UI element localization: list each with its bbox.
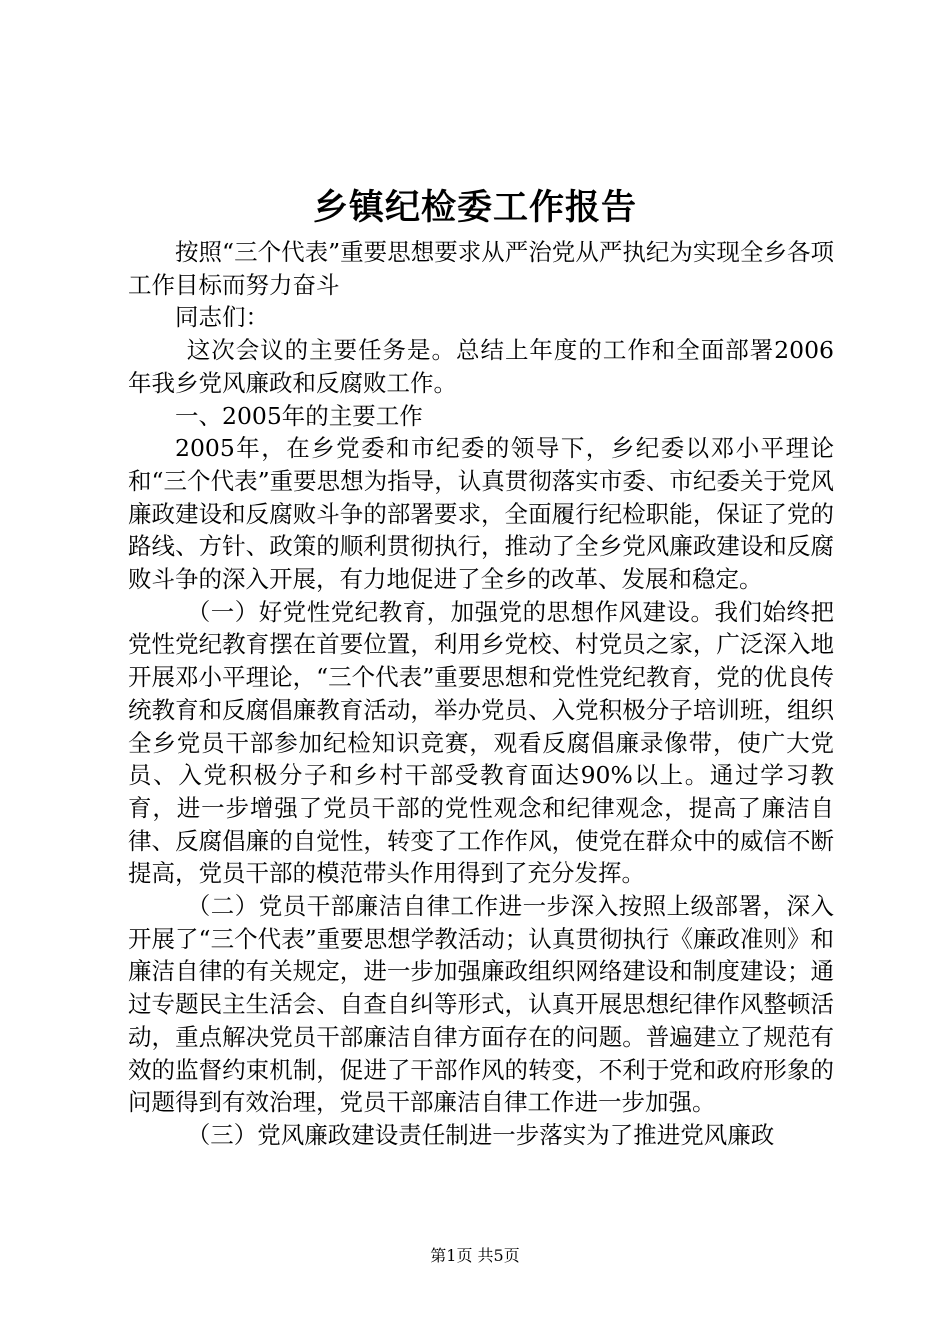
document-title: 乡镇纪检委工作报告 — [312, 187, 637, 228]
document-body — [128, 236, 834, 1152]
body-paragraph: （一）好党性党纪教育，加强党的思想作风建设。我们始终把党性党纪教育摆在首要位置，利用乡党校、村党员之家，广泛深入地开展邓小平理论，“三个代表”重要思想和党性党纪教育，党的优良传统教育和反腐倡廉教育活动，举办党员、入党积极分子培训班，组织全乡党员干部参加纪检知识竞赛，观看反腐倡廉录像带，使广大党员、入党积极分子和乡村干部受教育面达90%以上。通过学习教育，进一步增强了党员干部的党性观念和纪律观念，提高了廉洁自律、反腐倡廉的自觉性，转变了工作作风，使党在群众中的威信不断提高，党员干部的模范带头作用得到了充分发挥。 — [128, 597, 834, 888]
salutation: 同志们： — [175, 303, 269, 332]
section-heading: 一、2005年的主要工作 — [175, 401, 423, 430]
body-paragraph: （三）党风廉政建设责任制进一步落实为了推进党风廉政 — [186, 1120, 775, 1149]
page-number-footer: 第1页 共5页 — [430, 1246, 520, 1265]
subtitle-paragraph: 按照“三个代表”重要思想要求从严治党从严执纪为实现全乡各项工作目标而努力奋斗 — [128, 238, 834, 299]
body-paragraph: 2005年，在乡党委和市纪委的领导下，乡纪委以邓小平理论和“三个代表”重要思想为指导，认真贯彻落实市委、市纪委关于党风廉政建设和反腐败斗争的部署要求，全面履行纪检职能，保证了党的路线、方针、政策的顺利贯彻执行，推动了全乡党风廉政建设和反腐败斗争的深入开展，有力地促进了全乡的改革、发展和稳定。 — [128, 434, 834, 594]
intro-paragraph: 这次会议的主要任务是。总结上年度的工作和全面部署2006年我乡党风廉政和反腐败工作。 — [128, 336, 834, 397]
body-paragraph: （二）党员干部廉洁自律工作进一步深入按照上级部署，深入开展了“三个代表”重要思想学教活动；认真贯彻执行《廉政准则》和廉洁自律的有关规定，进一步加强廉政组织网络建设和制度建设；通过专题民主生活会、自查自纠等形式，认真开展思想纪律作风整顿活动，重点解决党员干部廉洁自律方面存在的问题。普遍建立了规范有效的监督约束机制，促进了干部作风的转变，不利于党和政府形象的问题得到有效治理，党员干部廉洁自律工作进一步加强。 — [128, 892, 834, 1117]
